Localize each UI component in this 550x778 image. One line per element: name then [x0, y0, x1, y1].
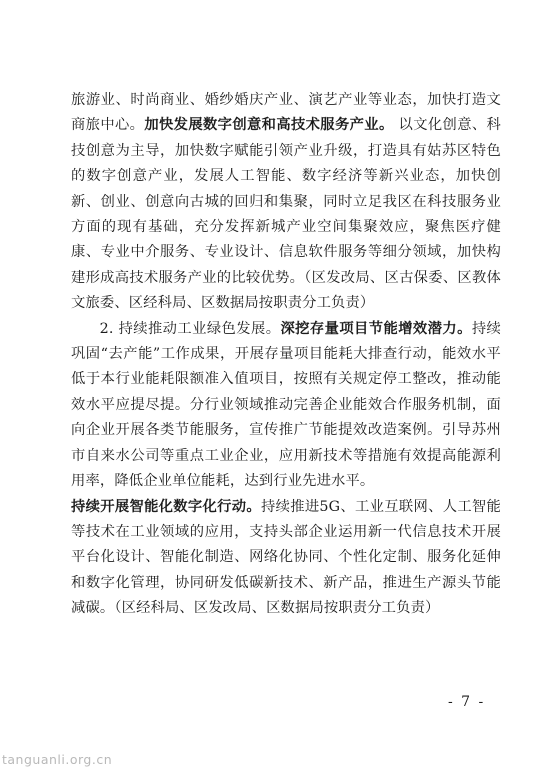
paragraph-2-heading: 2. 持续推动工业绿色发展。	[99, 320, 281, 337]
paragraph-1	[71, 88, 501, 317]
paragraph-2-text-c: 持续推进5G、工业互联网、人工智能等技术在工业领域的应用，支持头部企业运用新一代信息技术开展平台化设计、智能化制造、网络化协同、个性化定制、服务化延伸和数字化管理，协同研发低碳新技术、新产品，推进生产源头节能减碳。（区经科局、区发改局、区数据局按职责分工负责）	[71, 498, 501, 617]
paragraph-2-bold-heading-1: 深挖存量项目节能增效潜力。	[280, 320, 472, 337]
page-number: - 7 -	[448, 694, 486, 710]
paragraph-1-text-b: 以文化创意、科技创意为主导，加快数字赋能引领产业升级，打造具有姑苏区特色的数字创意产业，发展人工智能、数字经济等新兴业态，加快创新、创业、创意向古城的回归和集聚，同时立足我区在科技服务业方面的现有基础，充分发挥新城产业空间集聚效应，聚焦医疗健康、专业中介服务、专业设计、信息软件服务等细分领域，加快构建形成高技术服务产业的比较优势。（区发改局、区古保委、区教体文旅委、区经科局、区数据局按职责分工负责）	[71, 117, 501, 312]
paragraph-2-text-b: 持续巩固“去产能”工作成果，开展存量项目能耗大排查行动，能效水平低于本行业能耗限额准入值项目，按照有关规定停工整改，推动能效水平应提尽提。分行业领域推动完善企业能效合作服务机制，面向企业开展各类节能服务，宣传推广节能提效改造案例。引导苏州市自来水公司等重点工业企业，应用新技术等措施有效提高能源利用率，降低企业单位能耗，达到行业先进水平。	[71, 320, 501, 490]
paragraph-1-text-a: 旅游业、时尚商业、婚纱婚庆产业、演艺产业等业态，加快打造文商旅中心。	[71, 92, 501, 134]
paragraph-2-bold-heading-2: 持续开展智能化数字化行动。	[71, 498, 261, 515]
document-body	[71, 88, 501, 622]
paragraph-2	[71, 317, 501, 622]
paragraph-1-bold-heading: 加快发展数字创意和高技术服务产业。	[144, 117, 394, 134]
watermark-text: tanguanli.org.cn	[2, 752, 113, 767]
